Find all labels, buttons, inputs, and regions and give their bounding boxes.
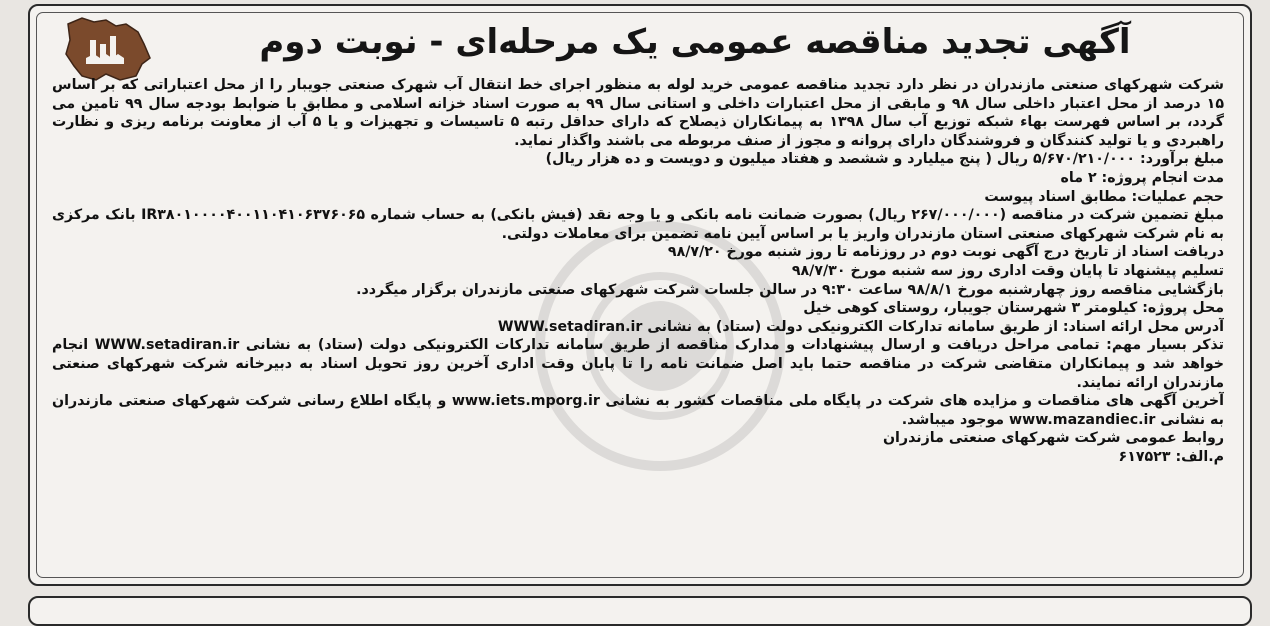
document-address: آدرس محل ارائه اسناد: از طریق سامانه تدارکات الکترونیکی دولت (ستاد) به نشانی WWW.setadiran.ir (497, 318, 1224, 335)
latest-notices: آخرین آگهی های مناقصات و مزایده های شرکت در پایگاه ملی مناقصات کشور به نشانی www.iets.mporg.ir و پایگاه اطلاع رسانی شرکت شهرکهای صنعتی مازندران به نشانی www.mazandiec.ir موجود میباشد. (52, 393, 1224, 428)
operation-volume: حجم عملیات: مطابق اسناد پیوست (984, 188, 1224, 205)
document-receipt-date: دریافت اسناد از تاریخ درج آگهی نوبت دوم در روزنامه تا روز شنبه مورخ ۹۸/۷/۲۰ (667, 244, 1224, 261)
reference-number: م.الف: ۶۱۷۵۲۳ (1118, 448, 1224, 465)
notice-title: آگهی تجدید مناقصه عمومی یک مرحله‌ای - نوبت دوم (259, 22, 1131, 62)
guarantee-amount: مبلغ تضمین شرکت در مناقصه (۲۶۷/۰۰۰/۰۰۰ ریال) بصورت ضمانت نامه بانکی و یا وجه نقد (فیش بانکی) به حساب شماره IR۳۸۰۱۰۰۰۰۴۰۰۱۱۰۴۱۰۶۳۷۶۰۶۵ بانک مرکزی به نام شرکت شهرکهای صنعتی استان مازندران واریز یا بر اساس آیین نامه تضمین برای معاملات دولتی. (52, 207, 1224, 242)
estimated-amount: مبلغ برآورد: ۵/۶۷۰/۲۱۰/۰۰۰ ریال ( پنج میلیارد و ششصد و هفتاد میلیون و دویست و ده هزار ریال) (545, 151, 1224, 168)
project-duration: مدت انجام پروژه: ۲ ماه (1060, 169, 1224, 186)
proposal-deadline: تسلیم پیشنهاد تا پایان وقت اداری روز سه شنبه مورخ ۹۸/۷/۳۰ (791, 262, 1224, 279)
intro-paragraph: شرکت شهرکهای صنعتی مازندران در نظر دارد تجدید مناقصه عمومی خرید لوله به منظور اجرای خط انتقال آب شهرک صنعتی جویبار را از محل اعتباراتی که بر اساس ۱۵ درصد از محل اعتبار داخلی سال ۹۸ و مابقی از محل اعتبارات داخلی و استانی سال ۹۹ به صورت اسناد خزانه اسلامی و مطابق با ضوابط بودجه سال ۹۹ تامین می گردد، بر اساس فهرست بهاء شبکه توزیع آب سال ۱۳۹۸ به پیمانکاران ذیصلاح که دارای حداقل رتبه ۵ تاسیسات و تجهیزات و یا ۵ آب از معاونت برنامه ریزی و نظارت راهبردی و یا تولید کنندگان و فروشندگان دارای پروانه و مجوز از صنف مربوطه می باشند واگذار نماید. (52, 77, 1224, 149)
opening-date: بازگشایی مناقصه روز چهارشنبه مورخ ۹۸/۸/۱ ساعت ۹:۳۰ در سالن جلسات شرکت شهرکهای صنعتی مازندران برگزار میگردد. (356, 281, 1224, 298)
next-notice-border (28, 596, 1252, 626)
public-relations: روابط عمومی شرکت شهرکهای صنعتی مازندران (882, 430, 1224, 447)
notice-frame (28, 4, 1252, 586)
notice-body (52, 76, 1224, 574)
project-location: محل پروژه: کیلومتر ۳ شهرستان جویبار، روستای کوهی خیل (803, 300, 1224, 317)
important-note: تذکر بسیار مهم: تمامی مراحل دریافت و ارسال پیشنهادات و مدارک مناقصه از طریق سامانه تدارکات الکترونیکی دولت (ستاد) به نشانی WWW.setadiran.ir انجام خواهد شد و پیمانکاران متقاضی شرکت در مناقصه حتما باید اصل ضمانت نامه را تا پایان وقت اداری آخرین روز تحویل اسناد به دبیرخانه شرکت شهرکهای صنعتی مازندران ارائه نمایند. (52, 337, 1224, 391)
